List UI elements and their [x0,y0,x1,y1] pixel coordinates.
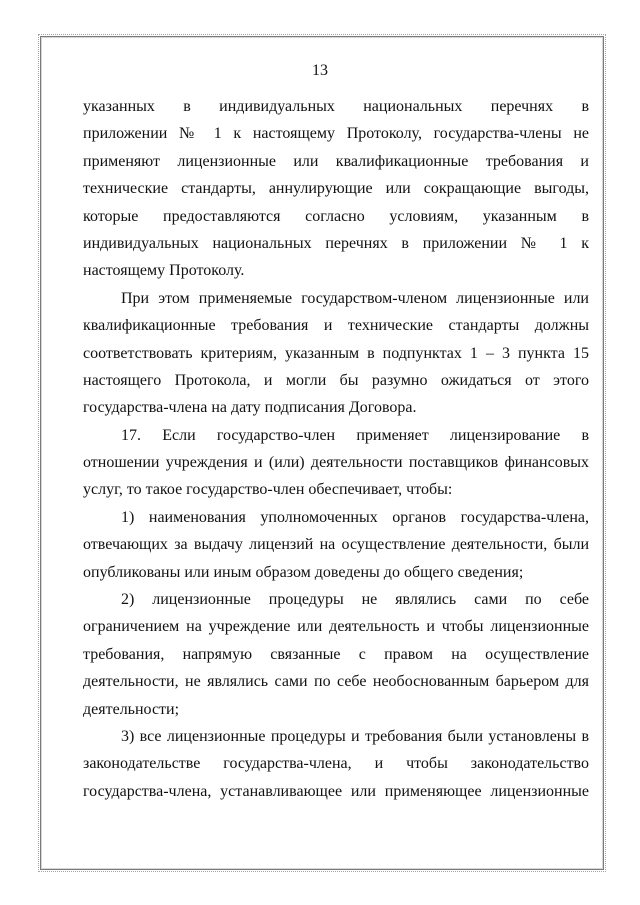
paragraph-first-line: При этом применяемые государством-членом лицензионные или [121,289,589,307]
text-line: услуг, то такое государство-член обеспечивает, чтобы: [83,481,453,499]
text-line: указанных в индивидуальных национальных перечнях в [83,98,589,115]
text-line: квалификационные требования и технические стандарты должны [83,317,589,335]
text-line: государства-члена, устанавливающее или применяющее лицензионные [83,782,589,800]
text-line: технические стандарты, аннулирующие или сокращающие выгоды, [83,180,589,198]
text-line: отношении учреждения и (или) деятельности поставщиков финансовых [83,454,589,472]
text-line: опубликованы или иным образом доведены до общего сведения; [83,563,524,581]
text-line: законодательстве государства-члена, и чтобы законодательство [83,755,589,773]
subclause-2-line: 2) лицензионные процедуры не являлись сами по себе [121,591,589,609]
text-line: настоящего Протокола, и могли бы разумно ожидаться от этого [83,371,589,389]
text-line: требования, напрямую связанные с правом на осуществление [83,645,589,663]
text-line: настоящему Протоколу. [83,262,245,280]
document-body [83,93,589,805]
text-line: соответствовать критериям, указанным в подпунктах 1 – 3 пункта 15 [83,344,589,362]
text-line: индивидуальных национальных перечнях в приложении № 1 к [83,234,589,252]
text-line: отвечающих за выдачу лицензий на осуществление деятельности, были [83,536,589,554]
text-line: которые предоставляются согласно условиям, указанным в [83,207,589,225]
text-line: применяют лицензионные или квалификационные требования и [83,152,589,170]
text-line: деятельности; [83,700,180,718]
text-line: деятельности, не являлись сами по себе необоснованным барьером для [83,673,589,691]
text-line: приложении № 1 к настоящему Протоколу, государства-члены не [83,125,589,143]
clause-17-heading-line: 17. Если государство-член применяет лицензирование в [121,426,589,444]
subclause-1-line: 1) наименования уполномоченных органов государства-члена, [121,508,589,526]
text-line: государства-члена на дату подписания Договора. [83,399,417,417]
subclause-3-line: 3) все лицензионные процедуры и требования были установлены в [121,727,589,745]
page-number: 13 [312,62,328,79]
text-line: ограничением на учреждение или деятельность и чтобы лицензионные [83,618,589,636]
